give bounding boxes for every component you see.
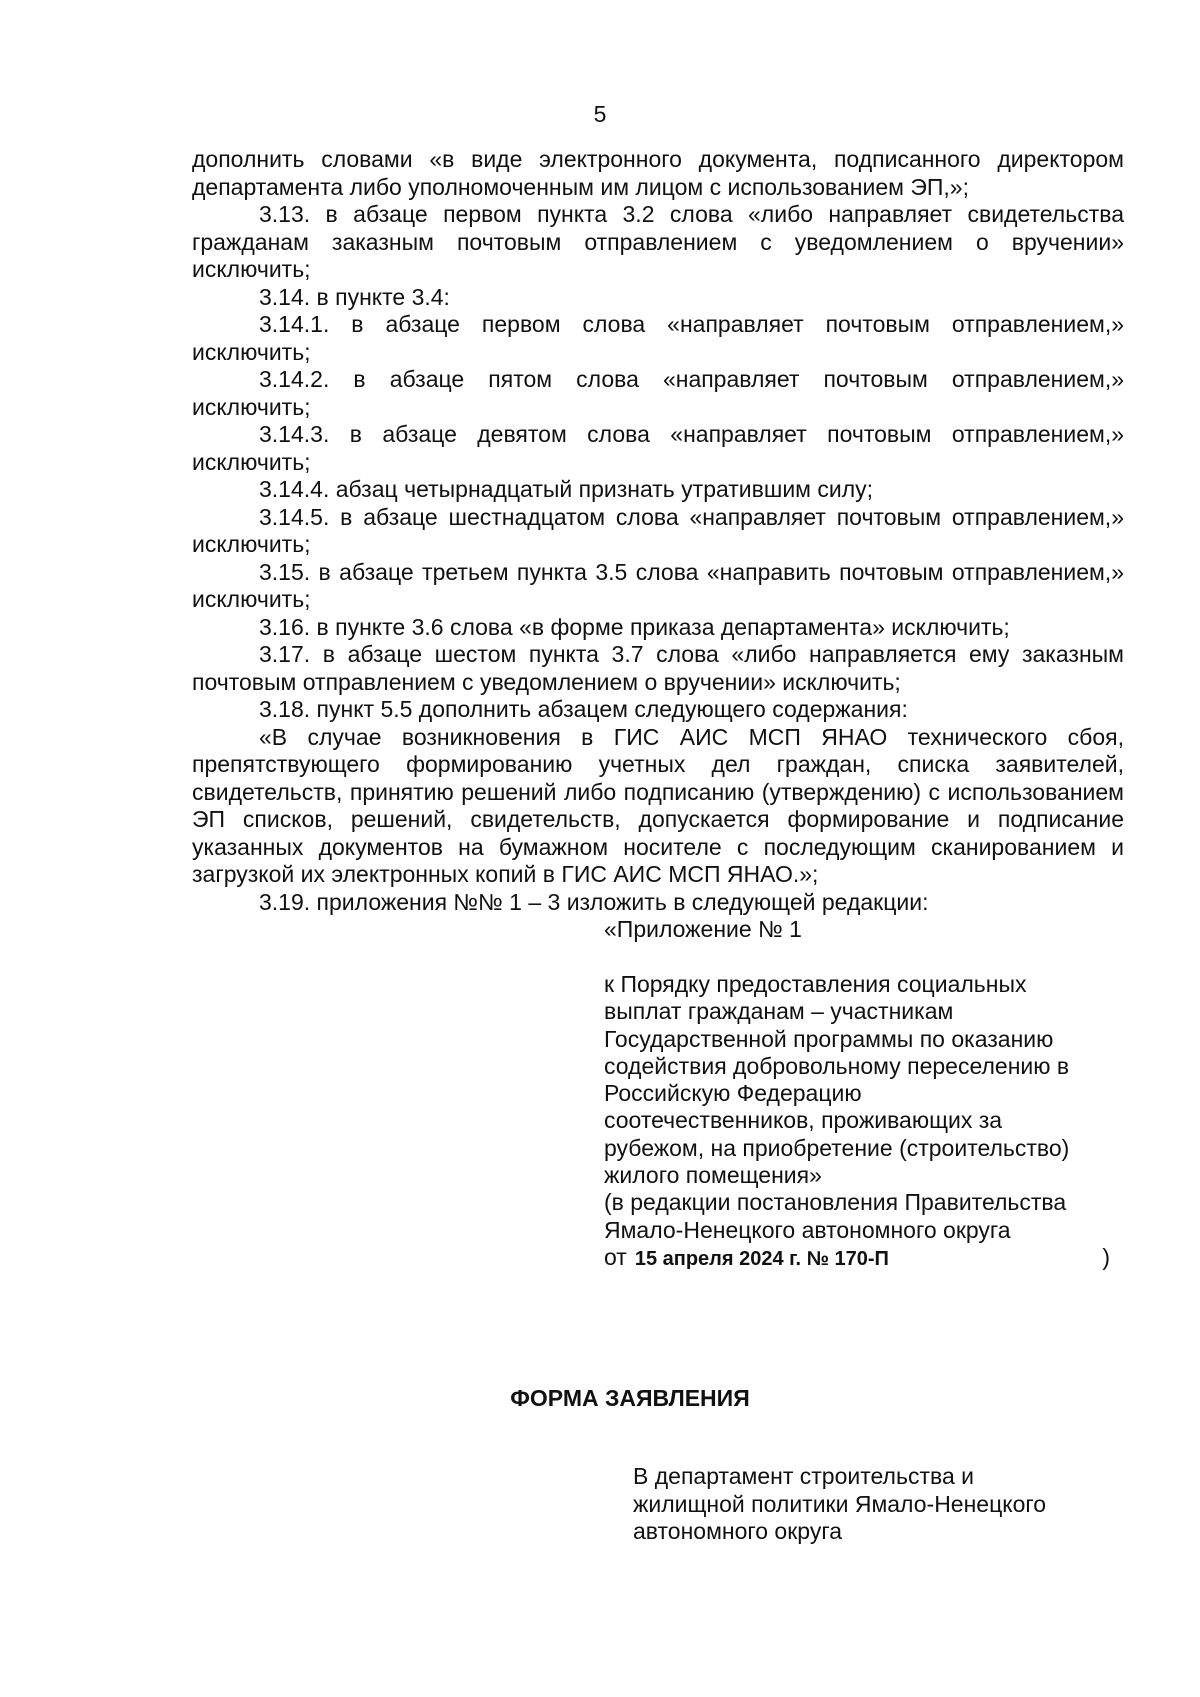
date-stamp: 15 апреля 2024 г. № 170-П — [634, 1247, 889, 1270]
appendix-line: содействия добровольному переселению в — [604, 1052, 1070, 1079]
body-paragraph: дополнить словами «в виде электронного документа, подписанного директором департамента либо уполномоченным им лицом с использованием ЭП,»; — [192, 146, 1124, 200]
appendix-basis — [604, 1189, 1124, 1244]
body-paragraph: 3.14.5. в абзаце шестнадцатом слова «направляет почтовым отправлением,» исключить; — [192, 503, 1124, 557]
basis-line: (в редакции постановления Правительства — [604, 1189, 1067, 1216]
date-prefix: от — [604, 1243, 627, 1270]
addressee-block — [633, 1463, 1093, 1546]
body-paragraph: 3.13. в абзаце первом пункта 3.2 слова «либо направляет свидетельства гражданам заказным почтовым отправлением с уведомлением о вручении» исключить; — [192, 201, 1124, 282]
form-title: ФОРМА ЗАЯВЛЕНИЯ — [510, 1385, 750, 1411]
closing-parenthesis: ) — [1102, 1243, 1110, 1270]
addressee-line: автономного округа — [633, 1518, 842, 1544]
appendix-line: Российскую Федерацию — [604, 1080, 862, 1107]
appendix-heading: «Приложение № 1 — [604, 916, 802, 942]
appendix-line: жилого помещения» — [604, 1162, 822, 1189]
page-number: 5 — [593, 101, 607, 127]
appendix-header — [604, 916, 1124, 1273]
body-paragraph: 3.19. приложения №№ 1 – 3 изложить в следующей редакции: — [259, 888, 929, 915]
body-paragraph: 3.14. в пункте 3.4: — [259, 283, 450, 310]
body-paragraph: 3.16. в пункте 3.6 слова «в форме приказа департамента» исключить; — [259, 613, 1010, 640]
appendix-line: выплат гражданам – участникам — [604, 998, 954, 1025]
body-text — [192, 146, 1124, 916]
body-paragraph: 3.14.3. в абзаце девятом слова «направляет почтовым отправлением,» исключить; — [192, 421, 1124, 475]
appendix-line: к Порядку предоставления социальных — [604, 971, 1027, 997]
body-paragraph: 3.17. в абзаце шестом пункта 3.7 слова «либо направляется ему заказным почтовым отправлением с уведомлением о вручении» исключить; — [192, 641, 1124, 695]
body-paragraph: 3.15. в абзаце третьем пункта 3.5 слова «направить почтовым отправлением,» исключить; — [192, 558, 1124, 612]
basis-line: Ямало-Ненецкого автономного округа — [604, 1216, 1011, 1243]
appendix-line: соотечественников, проживающих за — [604, 1107, 1003, 1134]
body-paragraph: 3.18. пункт 5.5 дополнить абзацем следующего содержания: — [259, 696, 908, 722]
addressee-line: жилищной политики Ямало-Ненецкого — [633, 1490, 1047, 1517]
addressee-line: В департамент строительства и — [633, 1463, 974, 1489]
approval-date-line — [604, 1244, 1124, 1273]
body-paragraph: 3.14.4. абзац четырнадцатый признать утратившим силу; — [259, 476, 874, 502]
body-paragraph: 3.14.1. в абзаце первом слова «направляет почтовым отправлением,» исключить; — [192, 311, 1124, 365]
appendix-line: Государственной программы по оказанию — [604, 1025, 1054, 1052]
appendix-line: рубежом, на приобретение (строительство) — [604, 1134, 1070, 1161]
appendix-description — [604, 971, 1124, 1189]
body-paragraph: «В случае возникновения в ГИС АИС МСП ЯНАО технического сбоя, препятствующего формированию учетных дел граждан, списка заявителей, свидетельств, принятию решений либо подписанию (утверждению) с использованием ЭП списков, решений, свидетельств, допускается формирование и подписание указанных документов на бумажном носителе с последующим сканированием и загрузкой их электронных копий в ГИС АИС МСП ЯНАО.»; — [192, 723, 1124, 887]
body-paragraph: 3.14.2. в абзаце пятом слова «направляет почтовым отправлением,» исключить; — [192, 366, 1124, 420]
